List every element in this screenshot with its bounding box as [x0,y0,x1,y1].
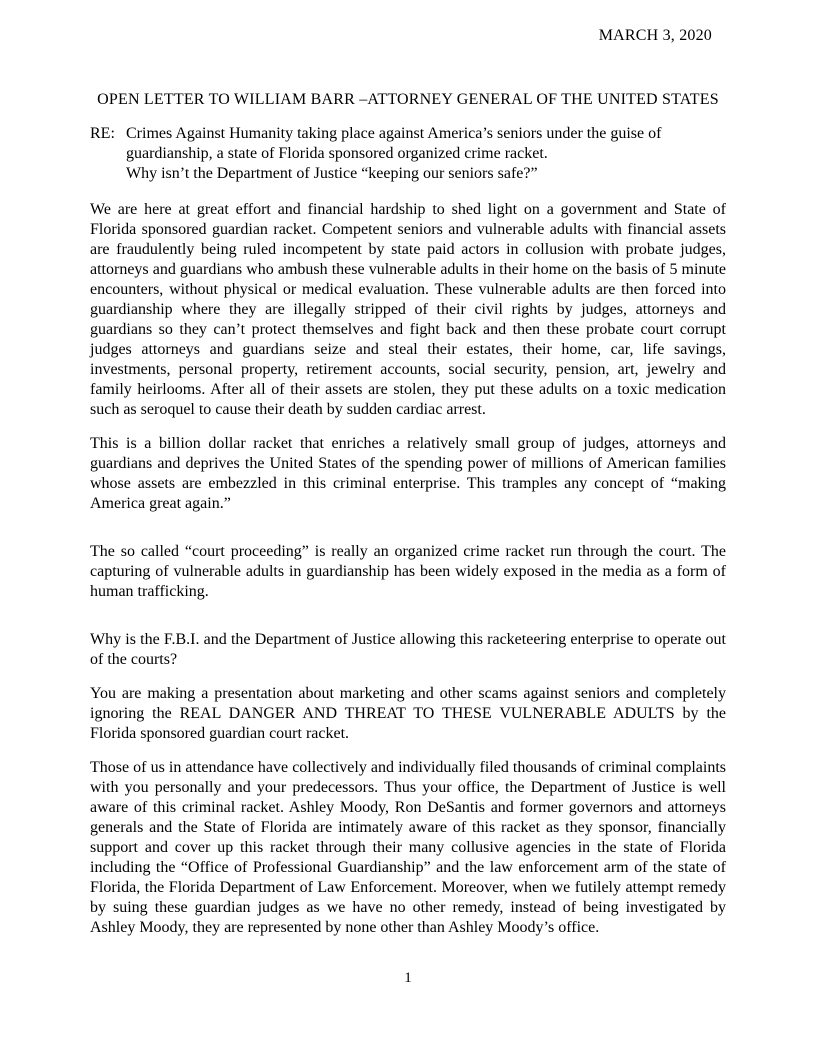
paragraph-presentation: You are making a presentation about marketing and other scams against seniors and completely ignoring the REAL DANGER AND THREAT TO THESE VULNERABLE ADULTS by the Florida sponsored guardian court racket. [90,685,726,742]
paragraph-fbi-question: Why is the F.B.I. and the Department of Justice allowing this racketeering enterprise to operate out of the courts? [90,631,726,668]
paragraph-criminal-complaints: Those of us in attendance have collectively and individually filed thousands of criminal complaints with you personally and your predecessors. Thus your office, the Department of Justice is well aware of this criminal racket. Ashley Moody, Ron DeSantis and former governors and attorneys generals and the State of Florida are intimately aware of this racket as they sponsor, financially support and cover up this racket through their many collusive agencies in the state of Florida including the “Office of Professional Guardianship” and the law enforcement arm of the state of Florida, the Florida Department of Law Enforcement. Moreover, when we futilely attempt remedy by suing these guardian judges as we have no other remedy, instead of being investigated by Ashley Moody, they are represented by none other than Ashley Moody’s office. [90,759,726,936]
paragraph-guardian-racket: We are here at great effort and financial hardship to shed light on a government and State of Florida sponsored guardian racket. Competent seniors and vulnerable adults with financial assets are fraudulently being ruled incompetent by state paid actors in collusion with probate judges, attorneys and guardians who ambush these vulnerable adults in their home on the basis of 5 minute encounters, without physical or medical evaluation. These vulnerable adults are then forced into guardianship where they are illegally stripped of their civil rights by judges, attorneys and guardians so they can’t protect themselves and fight back and then these probate court corrupt judges attorneys and guardians seize and steal their estates, their home, car, life savings, investments, personal property, retirement accounts, social security, pension, art, jewelry and family heirlooms. After all of their assets are stolen, they put these adults on a toxic medication such as seroquel to cause their death by sudden cardiac arrest. [90,201,726,418]
paragraph-court-proceeding: The so called “court proceeding” is really an organized crime racket run through the court. The capturing of vulnerable adults in guardianship has been widely exposed in the media as a form of human trafficking. [90,543,726,600]
re-block [90,124,726,184]
document-date: MARCH 3, 2020 [598,27,712,44]
re-content [126,124,726,184]
paragraph-billion-dollar-racket: This is a billion dollar racket that enriches a relatively small group of judges, attorneys and guardians and deprives the United States of the spending power of millions of American families whose assets are embezzled in this criminal enterprise. This tramples any concept of “making America great again.” [90,435,726,512]
re-line-subject: Crimes Against Humanity taking place against America’s seniors under the guise of guardianship, a state of Florida sponsored organized crime racket. [126,125,662,162]
document-title: OPEN LETTER TO WILLIAM BARR –ATTORNEY GENERAL OF THE UNITED STATES [97,91,719,108]
page-number: 1 [404,970,412,986]
re-line-question: Why isn’t the Department of Justice “keeping our seniors safe?” [126,165,538,182]
re-label: RE: [90,125,115,142]
